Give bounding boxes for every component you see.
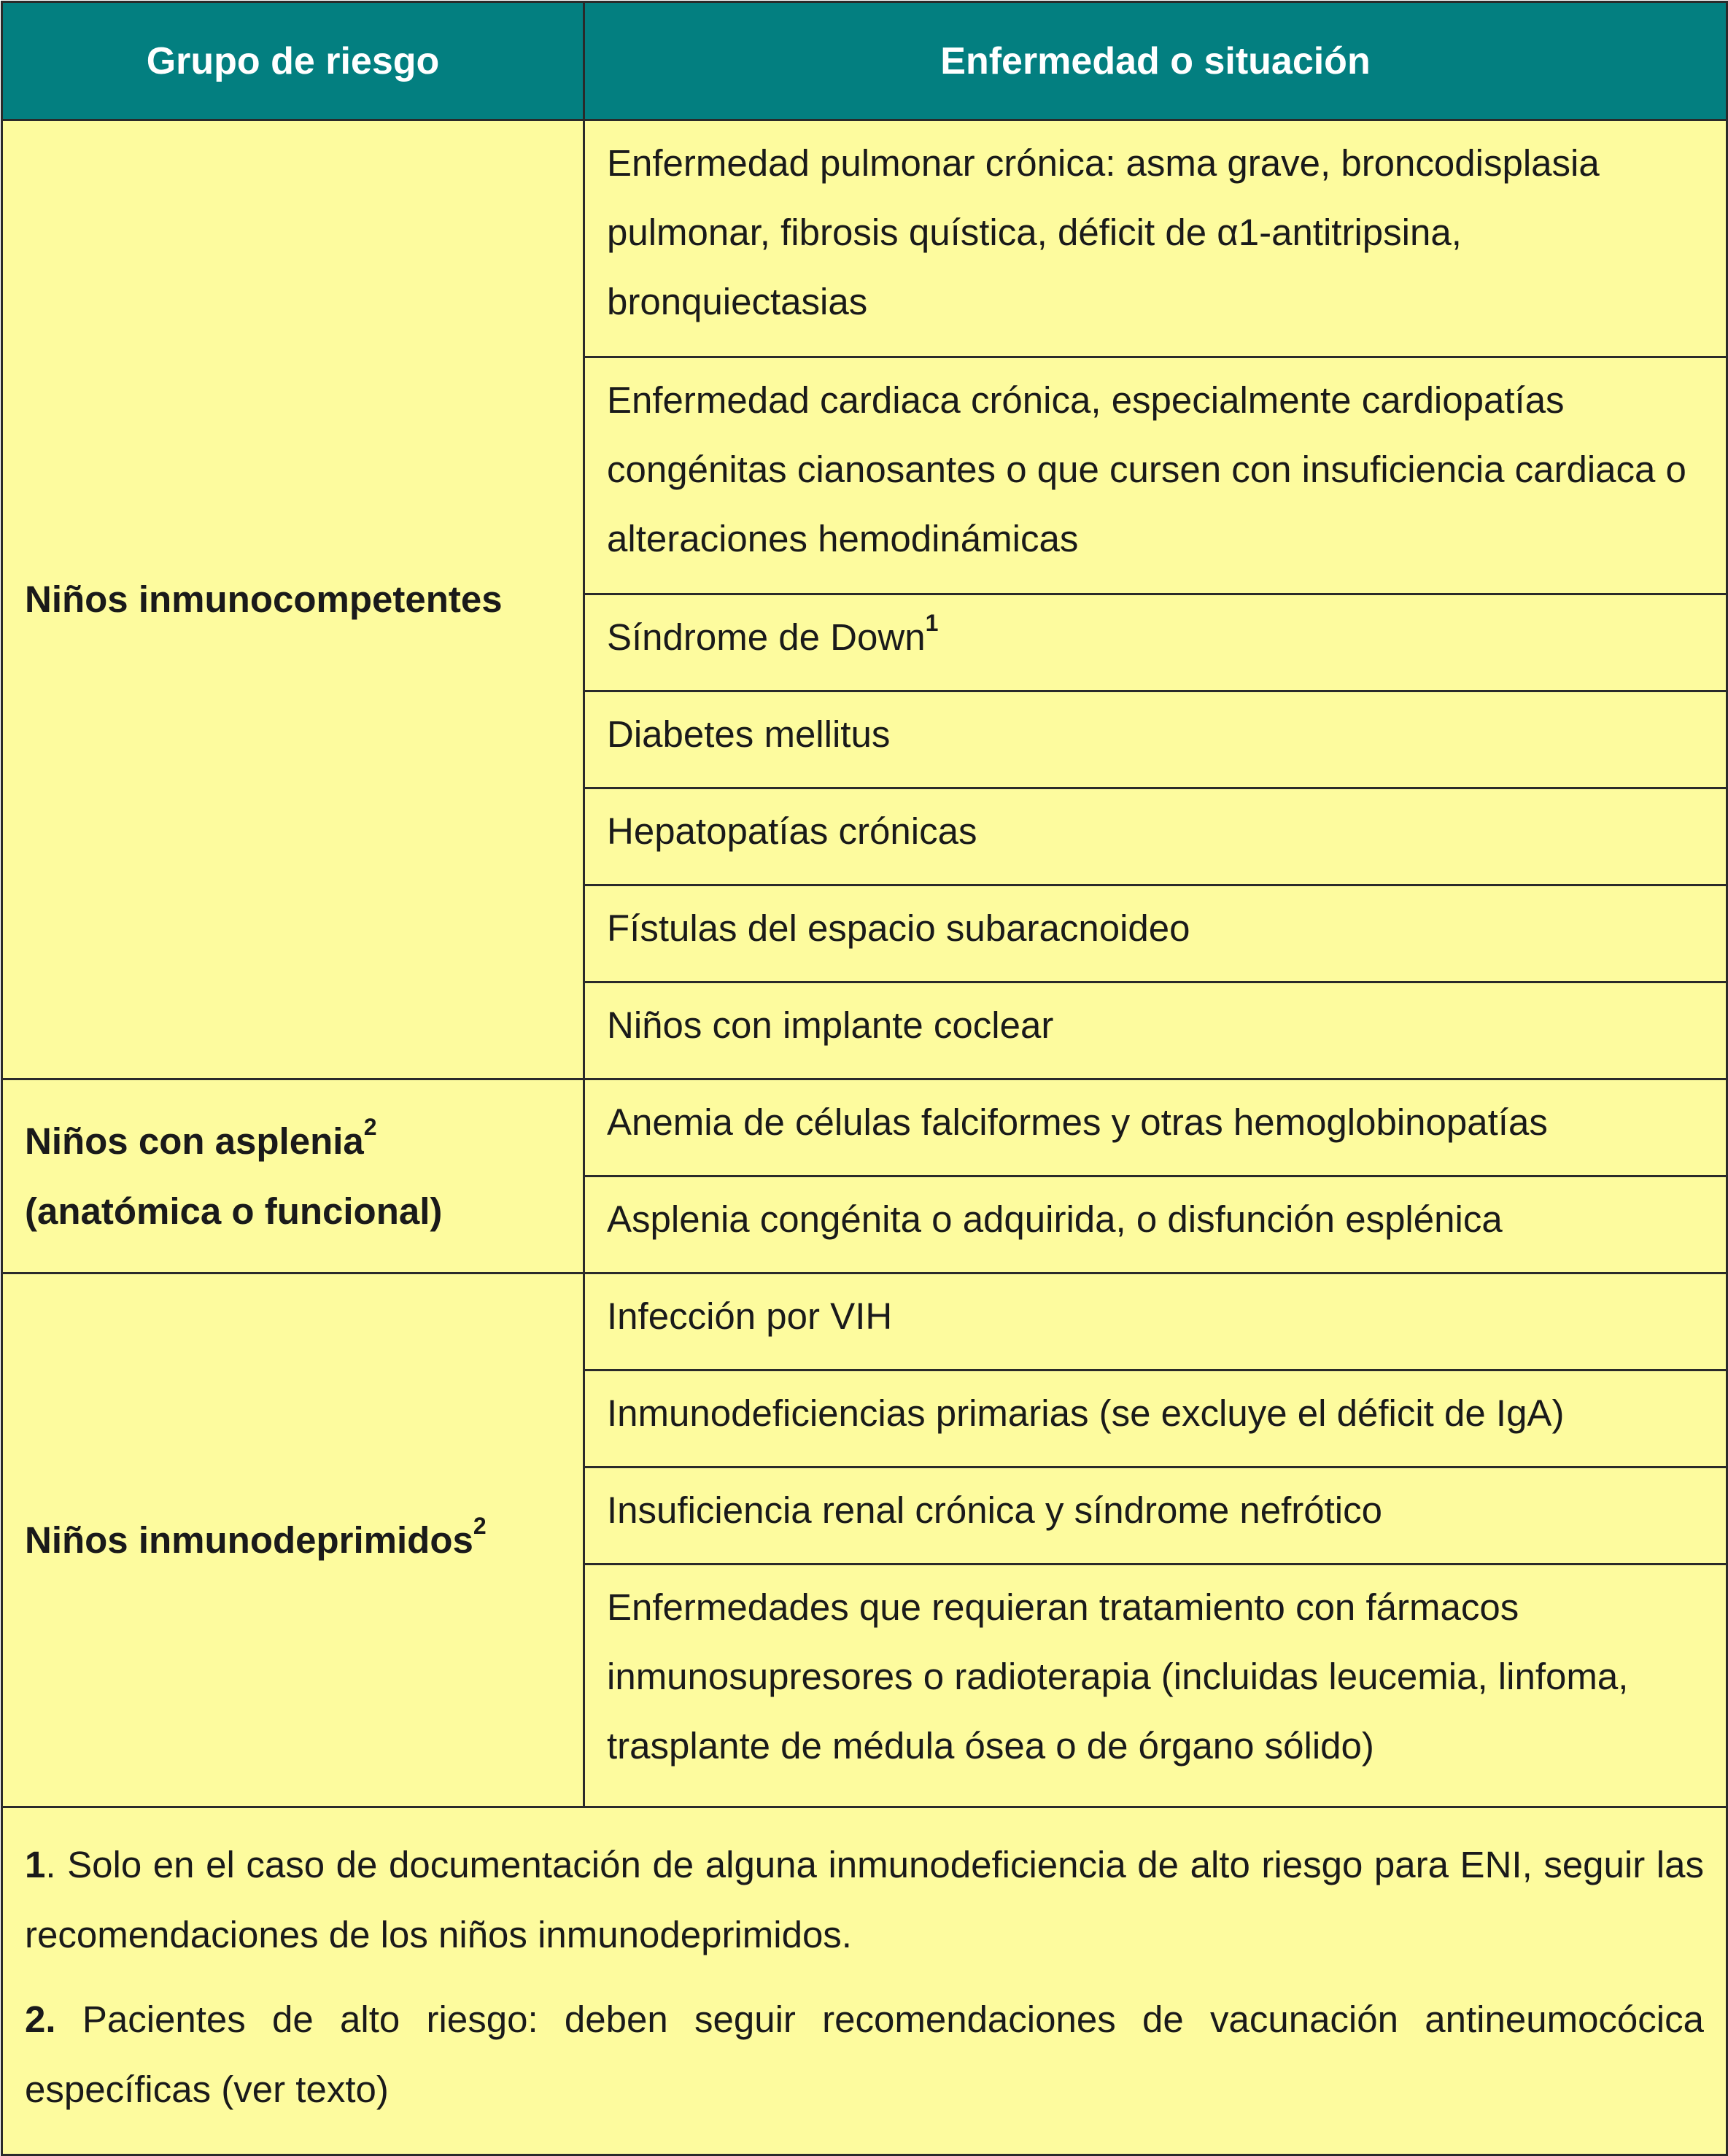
footnote-separator: . xyxy=(45,1844,56,1885)
table-row xyxy=(2,1273,1727,1370)
condition-text: Insuficiencia renal crónica y síndrome nefrótico xyxy=(607,1489,1383,1531)
header-condition: Enfermedad o situación xyxy=(584,2,1727,120)
condition-cell xyxy=(584,357,1727,594)
condition-text: Infección por VIH xyxy=(607,1295,893,1337)
group-label: Niños con asplenia xyxy=(25,1120,364,1162)
condition-text: Inmunodeficiencias primarias (se excluye el déficit de IgA) xyxy=(607,1392,1565,1434)
condition-cell xyxy=(584,120,1727,357)
condition-cell xyxy=(584,1467,1727,1564)
condition-text: Enfermedades que requieran tratamiento con fármacos inmunosupresores o radioterapia (incluidas leucemia, linfoma, trasplante de médula ósea o de órgano sólido) xyxy=(607,1586,1629,1767)
group-cell-immunocompetent xyxy=(2,120,584,1079)
footnote-2 xyxy=(25,1985,1704,2125)
group-cell-asplenia xyxy=(2,1079,584,1273)
risk-groups-table xyxy=(1,1,1728,2156)
condition-cell xyxy=(584,885,1727,982)
condition-cell xyxy=(584,1370,1727,1467)
condition-text: Hepatopatías crónicas xyxy=(607,810,977,852)
condition-cell xyxy=(584,1273,1727,1370)
notes-row xyxy=(2,1807,1727,2155)
condition-text: Enfermedad cardiaca crónica, especialmente cardiopatías congénitas cianosantes o que cursen con insuficiencia cardiaca o alteraciones hemodinámicas xyxy=(607,379,1686,559)
condition-text: Niños con implante coclear xyxy=(607,1004,1054,1046)
footnote-number: 1 xyxy=(25,1844,46,1885)
footnote-1 xyxy=(25,1830,1704,1970)
condition-text: Enfermedad pulmonar crónica: asma grave, broncodisplasia pulmonar, fibrosis quística, déficit de α1-antitripsina, bronquiectasias xyxy=(607,142,1600,322)
condition-text: Síndrome de Down xyxy=(607,616,926,658)
condition-text: Asplenia congénita o adquirida, o disfunción esplénica xyxy=(607,1198,1503,1240)
condition-cell xyxy=(584,691,1727,788)
group-label: Niños inmunocompetentes xyxy=(25,578,503,620)
group-cell-immunocompromised xyxy=(2,1273,584,1807)
condition-text: Anemia de células falciformes y otras hemoglobinopatías xyxy=(607,1101,1548,1143)
table-row xyxy=(2,120,1727,357)
footnote-marker: 2 xyxy=(363,1113,377,1140)
condition-cell xyxy=(584,594,1727,691)
condition-cell xyxy=(584,1079,1727,1176)
footnote-number: 2. xyxy=(25,1998,56,2040)
group-sublabel: (anatómica o funcional) xyxy=(25,1190,443,1232)
footnote-text: Solo en el caso de documentación de alguna inmunodeficiencia de alto riesgo para ENI, seguir las recomendaciones de los niños inmunodeprimidos. xyxy=(25,1844,1704,1955)
footnote-text: Pacientes de alto riesgo: deben seguir recomendaciones de vacunación antineumocócica específicas (ver texto) xyxy=(25,1998,1704,2110)
condition-cell xyxy=(584,1564,1727,1807)
condition-cell xyxy=(584,788,1727,885)
footnote-marker: 1 xyxy=(925,610,939,636)
condition-text: Diabetes mellitus xyxy=(607,713,891,755)
condition-text: Fístulas del espacio subaracnoideo xyxy=(607,907,1190,949)
header-risk-group: Grupo de riesgo xyxy=(2,2,584,120)
table-row xyxy=(2,1079,1727,1176)
footnotes-cell xyxy=(2,1807,1727,2155)
condition-cell xyxy=(584,1176,1727,1273)
footnote-marker: 2 xyxy=(473,1512,487,1539)
condition-cell xyxy=(584,982,1727,1079)
group-label: Niños inmunodeprimidos xyxy=(25,1519,473,1561)
header-row xyxy=(2,2,1727,120)
